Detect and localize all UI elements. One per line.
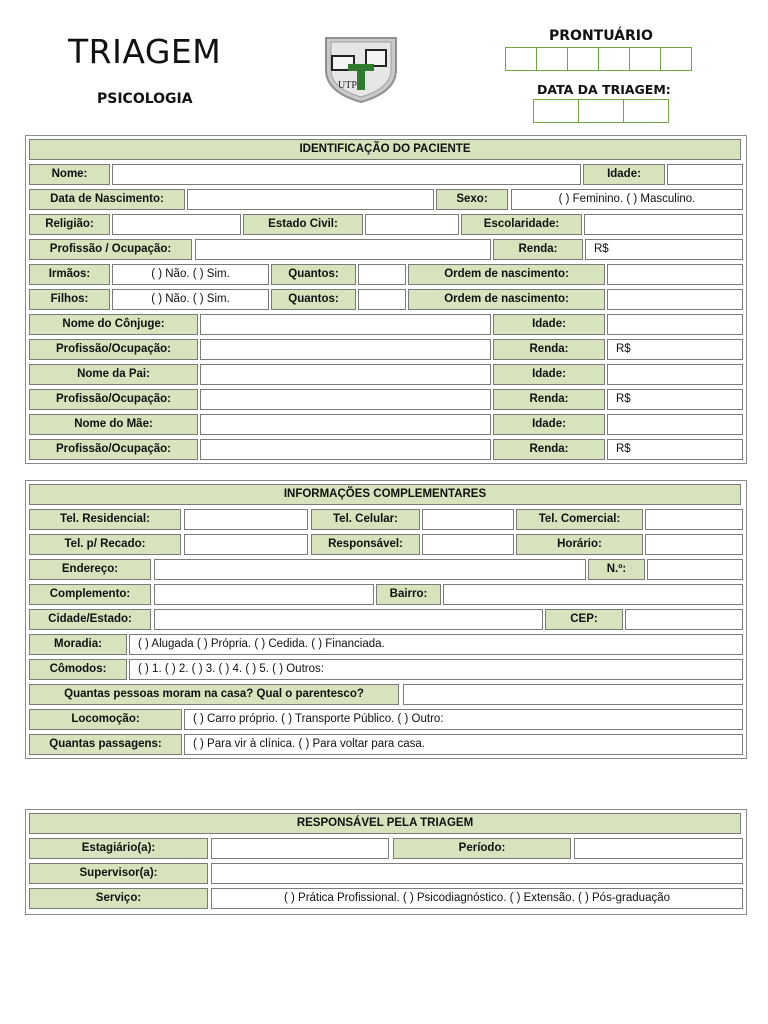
pessoas-label: Quantas pessoas moram na casa? Qual o parentesco? [29,684,399,705]
conjuge-renda-label: Renda: [493,339,605,360]
filhos-quantos-label: Quantos: [271,289,356,310]
section-title: RESPONSÁVEL PELA TRIAGEM [29,813,741,834]
cep-field[interactable] [625,609,743,630]
data-nascimento-field[interactable] [187,189,434,210]
tel-celular-field[interactable] [422,509,514,530]
pai-renda-field[interactable]: R$ [607,389,743,410]
pai-idade-field[interactable] [607,364,743,385]
section-title: INFORMAÇÕES COMPLEMENTARES [29,484,741,505]
mae-profissao-field[interactable] [200,439,491,460]
bairro-field[interactable] [443,584,743,605]
religiao-label: Religião: [29,214,110,235]
conjuge-idade-field[interactable] [607,314,743,335]
mae-label: Nome do Mãe: [29,414,198,435]
renda-field[interactable]: R$ [585,239,743,260]
complemento-label: Complemento: [29,584,151,605]
tel-celular-label: Tel. Celular: [311,509,420,530]
data-nascimento-label: Data de Nascimento: [29,189,185,210]
endereco-field[interactable] [154,559,586,580]
tel-residencial-label: Tel. Residencial: [29,509,181,530]
profissao-label: Profissão / Ocupação: [29,239,192,260]
tel-comercial-field[interactable] [645,509,743,530]
supervisor-field[interactable] [211,863,743,884]
estagiario-field[interactable] [211,838,389,859]
sexo-options[interactable]: ( ) Feminino. ( ) Masculino. [511,189,743,210]
irmaos-ordem-field[interactable] [607,264,743,285]
pai-label: Nome da Pai: [29,364,198,385]
filhos-ordem-label: Ordem de nascimento: [408,289,605,310]
conjuge-field[interactable] [200,314,491,335]
passagens-options[interactable]: ( ) Para vir à clínica. ( ) Para voltar para casa. [184,734,743,755]
mae-idade-field[interactable] [607,414,743,435]
complementares-section [25,480,747,759]
page-title: TRIAGEM [68,32,222,71]
escolaridade-label: Escolaridade: [461,214,582,235]
prontuario-label: PRONTUÁRIO [549,28,653,44]
mae-renda-label: Renda: [493,439,605,460]
data-triagem-boxes[interactable] [533,99,669,123]
numero-field[interactable] [647,559,743,580]
endereco-label: Endereço: [29,559,151,580]
conjuge-idade-label: Idade: [493,314,605,335]
religiao-field[interactable] [112,214,241,235]
tel-residencial-field[interactable] [184,509,308,530]
tel-comercial-label: Tel. Comercial: [516,509,643,530]
estagiario-label: Estagiário(a): [29,838,208,859]
tel-recado-field[interactable] [184,534,308,555]
pai-idade-label: Idade: [493,364,605,385]
filhos-ordem-field[interactable] [607,289,743,310]
pai-profissao-field[interactable] [200,389,491,410]
section-title: IDENTIFICAÇÃO DO PACIENTE [29,139,741,160]
complemento-field[interactable] [154,584,374,605]
identificacao-section [25,135,747,464]
filhos-options[interactable]: ( ) Não. ( ) Sim. [112,289,269,310]
pai-profissao-label: Profissão/Ocupação: [29,389,198,410]
idade-label: Idade: [583,164,665,185]
comodos-label: Cômodos: [29,659,127,680]
conjuge-profissao-field[interactable] [200,339,491,360]
supervisor-label: Supervisor(a): [29,863,208,884]
sexo-label: Sexo: [436,189,508,210]
comodos-options[interactable]: ( ) 1. ( ) 2. ( ) 3. ( ) 4. ( ) 5. ( ) Outros: [129,659,743,680]
periodo-label: Período: [393,838,571,859]
passagens-label: Quantas passagens: [29,734,182,755]
tel-recado-label: Tel. p/ Recado: [29,534,181,555]
conjuge-label: Nome do Cônjuge: [29,314,198,335]
filhos-quantos-field[interactable] [358,289,406,310]
prontuario-boxes[interactable] [505,47,692,71]
moradia-label: Moradia: [29,634,127,655]
mae-field[interactable] [200,414,491,435]
locomocao-label: Locomoção: [29,709,182,730]
conjuge-renda-field[interactable]: R$ [607,339,743,360]
responsavel-section [25,809,747,915]
pessoas-field[interactable] [403,684,743,705]
filhos-label: Filhos: [29,289,110,310]
responsavel-field[interactable] [422,534,514,555]
page-subtitle: PSICOLOGIA [97,91,193,107]
renda-label: Renda: [493,239,583,260]
nome-label: Nome: [29,164,110,185]
periodo-field[interactable] [574,838,743,859]
idade-field[interactable] [667,164,743,185]
svg-text:UTP: UTP [338,80,357,91]
responsavel-label: Responsável: [311,534,420,555]
mae-profissao-label: Profissão/Ocupação: [29,439,198,460]
horario-label: Horário: [516,534,643,555]
bairro-label: Bairro: [376,584,441,605]
pai-field[interactable] [200,364,491,385]
data-triagem-label: DATA DA TRIAGEM: [537,82,671,97]
numero-label: N.º: [588,559,645,580]
cep-label: CEP: [545,609,623,630]
irmaos-options[interactable]: ( ) Não. ( ) Sim. [112,264,269,285]
profissao-field[interactable] [195,239,491,260]
estado-civil-label: Estado Civil: [243,214,363,235]
irmaos-label: Irmãos: [29,264,110,285]
cidade-label: Cidade/Estado: [29,609,151,630]
servico-label: Serviço: [29,888,208,909]
servico-options[interactable]: ( ) Prática Profissional. ( ) Psicodiagnóstico. ( ) Extensão. ( ) Pós-graduação [211,888,743,909]
irmaos-quantos-field[interactable] [358,264,406,285]
cidade-field[interactable] [154,609,543,630]
mae-idade-label: Idade: [493,414,605,435]
mae-renda-field[interactable]: R$ [607,439,743,460]
moradia-options[interactable]: ( ) Alugada ( ) Própria. ( ) Cedida. ( ) Financiada. [129,634,743,655]
horario-field[interactable] [645,534,743,555]
pai-renda-label: Renda: [493,389,605,410]
irmaos-quantos-label: Quantos: [271,264,356,285]
estado-civil-field[interactable] [365,214,459,235]
locomocao-options[interactable]: ( ) Carro próprio. ( ) Transporte Público. ( ) Outro: [184,709,743,730]
escolaridade-field[interactable] [584,214,743,235]
irmaos-ordem-label: Ordem de nascimento: [408,264,605,285]
conjuge-profissao-label: Profissão/Ocupação: [29,339,198,360]
utp-logo [318,30,404,104]
nome-field[interactable] [112,164,581,185]
